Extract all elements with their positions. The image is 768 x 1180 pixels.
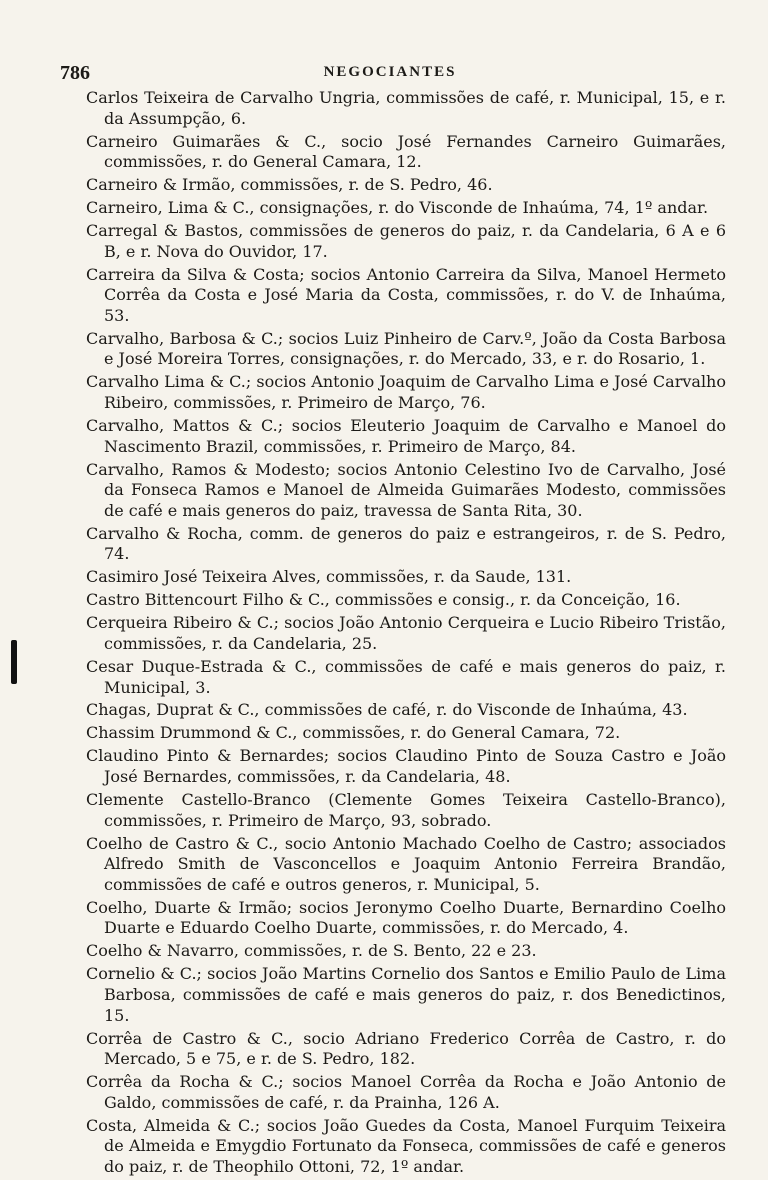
list-item: Carvalho, Mattos & C.; socios Eleuterio Joaquim de Carvalho e Manoel do Nascimento Brazil, commissões, r. Primeiro de Março, 84. bbox=[86, 416, 726, 456]
list-item: Carreira da Silva & Costa; socios Antonio Carreira da Silva, Manoel Hermeto Corrêa da Costa e José Maria da Costa, commissões, r. do V. de Inhaúma, 53. bbox=[86, 264, 726, 325]
list-item: Coelho, Duarte & Irmão; socios Jeronymo Coelho Duarte, Bernardino Coelho Duarte e Eduardo Coelho Duarte, commissões, r. do Mercado, 4. bbox=[86, 897, 726, 938]
list-item: Carvalho Lima & C.; socios Antonio Joaquim de Carvalho Lima e José Carvalho Ribeiro, commissões, r. Primeiro de Março, 76. bbox=[86, 372, 726, 413]
list-item: Clemente Castello-Branco (Clemente Gomes Teixeira Castello-Branco), commissões, r. Primeiro de Março, 93, sobrado. bbox=[86, 790, 726, 830]
entry-list bbox=[86, 88, 726, 1180]
list-item: Cornelio & C.; socios João Martins Cornelio dos Santos e Emilio Paulo de Lima Barbosa, commissões de café e mais generos do paiz, r. dos Benedictinos, 15. bbox=[86, 964, 726, 1025]
list-item: Chagas, Duprat & C., commissões de café, r. do Visconde de Inhaúma, 43. bbox=[86, 700, 688, 720]
list-item: Carneiro Guimarães & C., socio José Fernandes Carneiro Guimarães, commissões, r. do General Camara, 12. bbox=[86, 131, 726, 172]
margin-ink-mark bbox=[11, 640, 17, 684]
page-number: 786 bbox=[60, 62, 90, 84]
list-item: Casimiro José Teixeira Alves, commissões, r. da Saude, 131. bbox=[86, 567, 572, 587]
list-item: Cerqueira Ribeiro & C.; socios João Antonio Cerqueira e Lucio Ribeiro Tristão, commissões, r. da Candelaria, 25. bbox=[86, 613, 726, 653]
running-head: NEGOCIANTES bbox=[323, 64, 457, 80]
page-header bbox=[60, 62, 720, 86]
list-item: Carvalho & Rocha, comm. de generos do paiz e estrangeiros, r. de S. Pedro, 74. bbox=[86, 523, 726, 564]
list-item: Carvalho, Barbosa & C.; socios Luiz Pinheiro de Carv.º, João da Costa Barbosa e José Moreira Torres, consignações, r. do Mercado, 33, e r. do Rosario, 1. bbox=[86, 328, 726, 369]
list-item: Carvalho, Ramos & Modesto; socios Antonio Celestino Ivo de Carvalho, José da Fonseca Ramos e Manoel de Almeida Guimarães Modesto, commissões de café e mais generos do paiz, travessa de Santa Rita, 30. bbox=[86, 459, 726, 520]
list-item: Castro Bittencourt Filho & C., commissões e consig., r. da Conceição, 16. bbox=[86, 590, 681, 610]
list-item: Carlos Teixeira de Carvalho Ungria, commissões de café, r. Municipal, 15, e r. da Assumpção, 6. bbox=[86, 88, 726, 128]
list-item: Corrêa da Rocha & C.; socios Manoel Corrêa da Rocha e João Antonio de Galdo, commissões de café, r. da Prainha, 126 A. bbox=[86, 1072, 726, 1112]
list-item: Coelho de Castro & C., socio Antonio Machado Coelho de Castro; associados Alfredo Smith de Vasconcellos e Joaquim Antonio Ferreira Brandão, commissões de café e outros generos, r. Municipal, 5. bbox=[86, 833, 726, 894]
list-item: Corrêa de Castro & C., socio Adriano Frederico Corrêa de Castro, r. do Mercado, 5 e 75, e r. de S. Pedro, 182. bbox=[86, 1028, 726, 1069]
list-item: Costa, Almeida & C.; socios João Guedes da Costa, Manoel Furquim Teixeira de Almeida e Emygdio Fortunato da Fonseca, commissões de café e generos do paiz, r. de Theophilo Ottoni, 72, 1º andar. bbox=[86, 1115, 726, 1176]
list-item: Claudino Pinto & Bernardes; socios Claudino Pinto de Souza Castro e João José Bernardes, commissões, r. da Candelaria, 48. bbox=[86, 746, 726, 787]
list-item: Chassim Drummond & C., commissões, r. do General Camara, 72. bbox=[86, 723, 621, 743]
list-item: Carneiro, Lima & C., consignações, r. do Visconde de Inhaúma, 74, 1º andar. bbox=[86, 198, 709, 218]
list-item: Coelho & Navarro, commissões, r. de S. Bento, 22 e 23. bbox=[86, 941, 537, 961]
list-item: Cesar Duque-Estrada & C., commissões de café e mais generos do paiz, r. Municipal, 3. bbox=[86, 656, 726, 697]
list-item: Carneiro & Irmão, commissões, r. de S. Pedro, 46. bbox=[86, 175, 493, 195]
list-item: Carregal & Bastos, commissões de generos do paiz, r. da Candelaria, 6 A e 6 B, e r. Nova do Ouvidor, 17. bbox=[86, 221, 726, 261]
